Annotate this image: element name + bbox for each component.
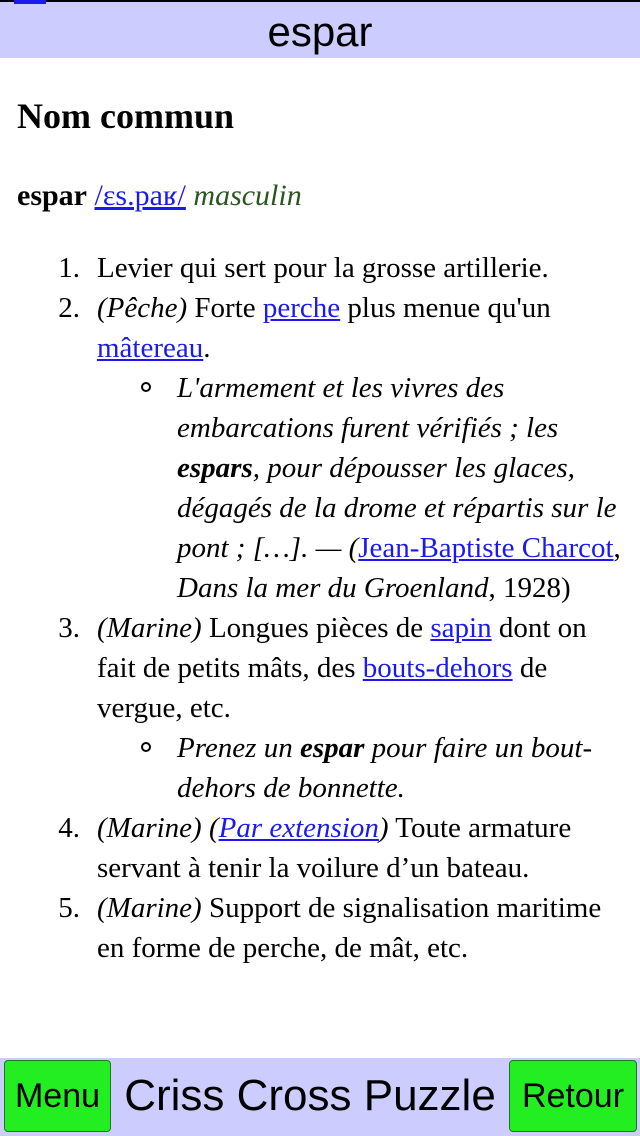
- definition-text: dont on fait de petits mâts, des: [97, 612, 587, 684]
- link-par-extension[interactable]: Par extension: [218, 812, 379, 844]
- headword-line: [17, 178, 302, 214]
- example-text: L'armement et les vivres des embarcations furent vérifiés ; les: [177, 372, 559, 444]
- bottom-toolbar: [0, 1058, 640, 1136]
- back-button[interactable]: Retour: [509, 1060, 637, 1132]
- app-name: Criss Cross Puzzle: [124, 1071, 496, 1120]
- link-bouts-dehors[interactable]: bouts-dehors: [362, 652, 513, 684]
- definition-number: 4.: [58, 812, 80, 844]
- example-bold-word: espars: [177, 452, 253, 484]
- header-bar: [0, 0, 640, 58]
- link-author[interactable]: Jean-Baptiste Charcot: [358, 532, 614, 564]
- example-bold-word: espar: [299, 732, 365, 764]
- definition-text: .: [203, 332, 211, 364]
- definition-text: Forte: [194, 292, 256, 324]
- domain-label: (Marine): [97, 612, 202, 644]
- domain-label: (Marine): [97, 892, 202, 924]
- definition-item: [0, 248, 640, 288]
- example-text: pour faire un bout-dehors de bonnette.: [177, 732, 593, 804]
- definition-text: de vergue, etc.: [97, 652, 548, 724]
- example-work-title: Dans la mer du Groenland: [177, 572, 489, 604]
- example-text: , 1928): [488, 572, 571, 604]
- bullet-icon: [141, 742, 151, 752]
- example-text: Prenez un: [177, 732, 293, 764]
- link-perche[interactable]: perche: [262, 292, 341, 324]
- definition-number: 2.: [58, 292, 80, 324]
- example-text: ,: [613, 532, 621, 564]
- definition-list: [0, 248, 640, 968]
- definition-number: 1.: [58, 252, 80, 284]
- definition-item: [0, 808, 640, 888]
- dictionary-content[interactable]: [0, 58, 640, 1058]
- page-title: espar: [267, 8, 373, 55]
- bullet-icon: [141, 382, 151, 392]
- domain-label: (Marine): [97, 812, 202, 844]
- link-sapin[interactable]: sapin: [430, 612, 492, 644]
- section-heading: Nom commun: [17, 96, 234, 136]
- headword: espar: [17, 179, 87, 212]
- definition-text: Support de signalisation maritime en forme de perche, de mât, etc.: [97, 892, 602, 964]
- top-left-link-fragment[interactable]: [14, 0, 46, 4]
- example-text: , pour dépousser les glaces, dégagés de la drome et répartis sur le pont ; […]. — (: [177, 452, 617, 564]
- paren-close: ): [378, 812, 389, 844]
- definition-item: [0, 288, 640, 608]
- definition-text: Toute armature servant à tenir la voilure d’un bateau.: [97, 812, 572, 884]
- definition-text: plus menue qu'un: [347, 292, 551, 324]
- definition-item: [0, 608, 640, 808]
- domain-label: (Pêche): [97, 292, 188, 324]
- definition-text: Longues pièces de: [208, 612, 424, 644]
- definition-text: Levier qui sert pour la grosse artillerie.: [97, 252, 549, 284]
- definition-number: 3.: [58, 612, 80, 644]
- menu-button[interactable]: Menu: [4, 1060, 111, 1132]
- definition-item: [0, 888, 640, 968]
- gender-label: masculin: [193, 179, 302, 212]
- link-matereau[interactable]: mâtereau: [97, 332, 204, 364]
- example-quote: [97, 368, 626, 608]
- paren-open: (: [208, 812, 219, 844]
- definition-number: 5.: [58, 892, 80, 924]
- example-quote: [97, 728, 626, 808]
- pronunciation-link[interactable]: /ɛs.paʁ/: [94, 179, 186, 212]
